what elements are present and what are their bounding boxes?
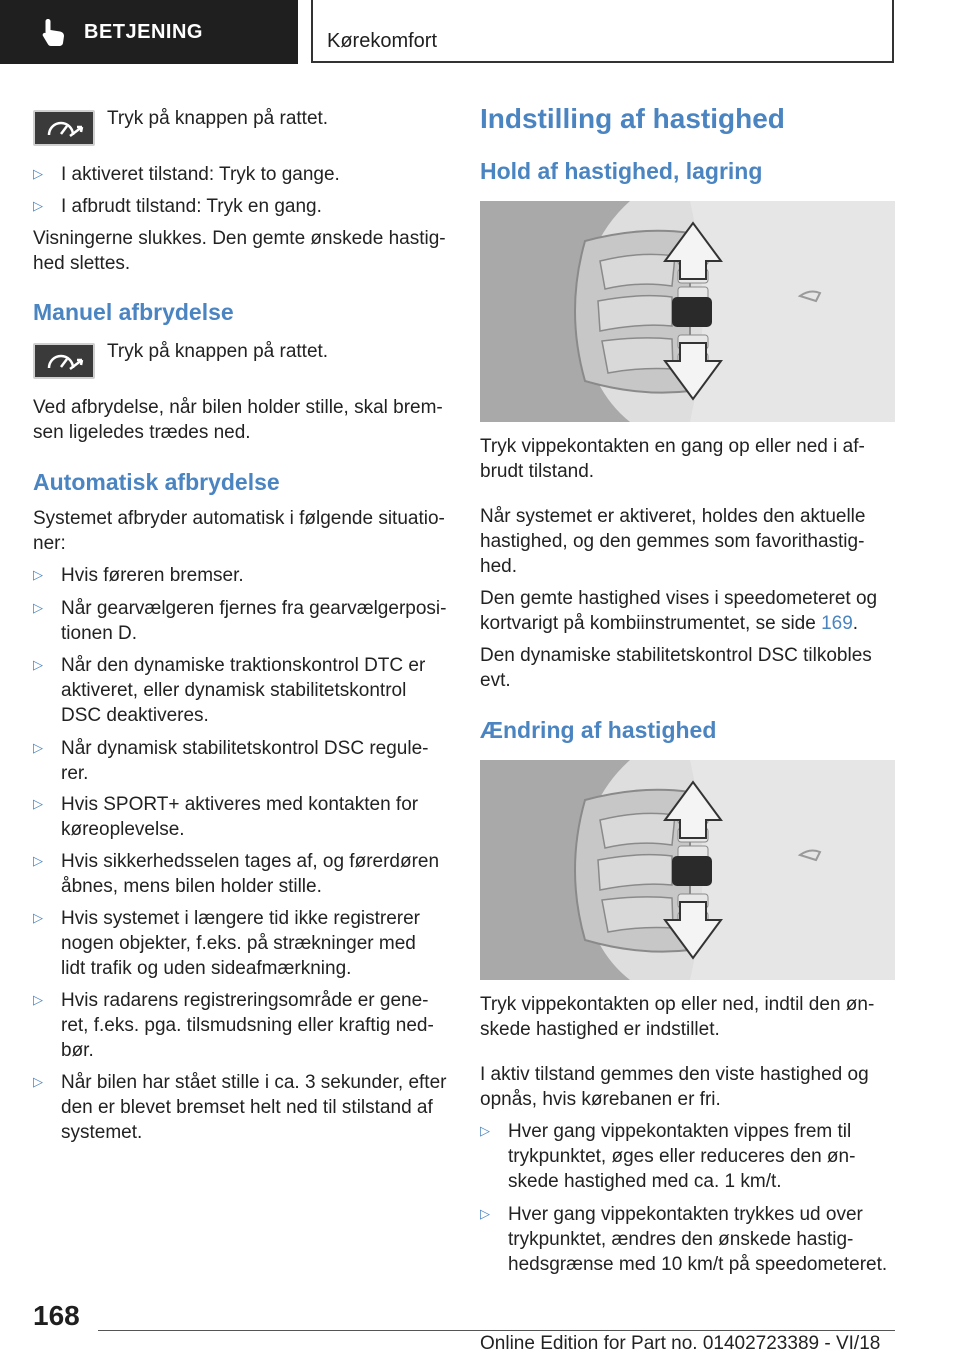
triangle-right-icon: ▷ [33, 600, 43, 615]
list-item: ▷ I afbrudt tilstand: Tryk en gang. [33, 196, 322, 217]
cruise-control-button-icon [33, 343, 95, 379]
paragraph: Visningerne slukkes. Den gemte ønskede hastig- hed slettes. [33, 228, 446, 274]
triangle-right-icon: ▷ [33, 992, 43, 1007]
triangle-right-icon: ▷ [33, 1074, 43, 1089]
triangle-right-icon: ▷ [33, 796, 43, 811]
paragraph: Når systemet er aktiveret, holdes den aktuelle hastighed, og den gemmes som favorithastig- hed. [480, 506, 866, 577]
heading-set-speed: Indstilling af hastighed [480, 103, 785, 134]
breadcrumb-box [311, 0, 894, 63]
cruise-control-button-icon [33, 110, 95, 146]
triangle-right-icon: ▷ [33, 657, 43, 672]
triangle-right-icon: ▷ [33, 740, 43, 755]
triangle-right-icon: ▷ [33, 166, 43, 181]
pointing-hand-icon [40, 17, 66, 47]
heading-hold-speed: Hold af hastighed, lagring [480, 158, 763, 184]
paragraph: Tryk vippekontakten en gang op eller ned i af- brudt tilstand. [480, 436, 865, 482]
triangle-right-icon: ▷ [33, 853, 43, 868]
heading-change-speed: Ændring af hastighed [480, 717, 717, 743]
press-button-text: Tryk på knappen på rattet. [107, 108, 329, 129]
paragraph: I aktiv tilstand gemmes den viste hastighed og opnås, hvis kørebanen er fri. [480, 1064, 869, 1110]
steering-wheel-image-hold [480, 201, 895, 422]
list-item: ▷ Når gearvælgeren fjernes fra gearvælgerposi- tionen D. [33, 598, 447, 644]
footer-edition: Online Edition for Part no. 01402723389 - VI/18 [480, 1333, 881, 1354]
triangle-right-icon: ▷ [480, 1123, 490, 1138]
triangle-right-icon: ▷ [33, 567, 43, 582]
list-item: ▷ Når den dynamiske traktionskontrol DTC er aktiveret, eller dynamisk stabilitetskontrol DSC deaktiveres. [33, 655, 426, 726]
heading-automatic-stop: Automatisk afbrydelse [33, 469, 280, 495]
breadcrumb: Kørekomfort [327, 30, 438, 52]
speedometer-arrow-icon [35, 345, 93, 377]
list-item: ▷ I aktiveret tilstand: Tryk to gange. [33, 164, 340, 185]
list-item: ▷ Når dynamisk stabilitetskontrol DSC regule- rer. [33, 738, 429, 784]
triangle-right-icon: ▷ [33, 910, 43, 925]
press-button-text: Tryk på knappen på rattet. [107, 341, 329, 362]
triangle-right-icon: ▷ [33, 198, 43, 213]
list-item: ▷ Når bilen har stået stille i ca. 3 sekunder, efter den er blevet bremset helt ned til stilstand af systemet. [33, 1072, 447, 1143]
list-item: ▷ Hver gang vippekontakten trykkes ud over trykpunktet, ændres den ønskede hastig- hedsgrænse med 10 km/t på speedometeret. [480, 1204, 888, 1275]
page-number: 168 [33, 1300, 80, 1331]
list-item: ▷ Hvis sikkerhedsselen tages af, og førerdøren åbnes, mens bilen holder stille. [33, 851, 440, 897]
page-reference-link[interactable]: 169 [821, 613, 853, 634]
steering-wheel-image-change [480, 760, 895, 980]
paragraph: Den dynamiske stabilitetskontrol DSC tilkobles evt. [480, 645, 872, 691]
list-item: ▷ Hvis SPORT+ aktiveres med kontakten for køreoplevelse. [33, 794, 419, 840]
speedometer-arrow-icon [35, 112, 93, 144]
paragraph: Ved afbrydelse, når bilen holder stille, skal brem- sen ligeledes trædes ned. [33, 397, 443, 443]
list-item: ▷ Hver gang vippekontakten vippes frem til trykpunktet, øges eller reduceres den øn- skede hastighed med ca. 1 km/t. [480, 1121, 856, 1192]
paragraph: Tryk vippekontakten op eller ned, indtil den øn- skede hastighed er indstillet. [480, 994, 875, 1040]
list-item: ▷ Hvis systemet i længere tid ikke registrerer nogen objekter, f.eks. på strækninger med lidt trafik og uden sideafmærkning. [33, 908, 420, 979]
section-tab [0, 0, 298, 64]
triangle-right-icon: ▷ [480, 1206, 490, 1221]
paragraph: Den gemte hastighed vises i speedometeret og kortvarigt på kombiinstrumentet, se side 169. [480, 588, 878, 634]
paragraph: Systemet afbryder automatisk i følgende situatio- ner: [33, 508, 445, 554]
list-item: ▷ Hvis radarens registreringsområde er gene- ret, f.eks. pga. tilsmudsning eller kraftig ned- bør. [33, 990, 434, 1061]
list-item: ▷ Hvis føreren bremser. [33, 565, 244, 586]
heading-manual-stop: Manuel afbrydelse [33, 299, 234, 325]
section-title: BETJENING [84, 20, 203, 43]
footer-divider [98, 1330, 895, 1331]
